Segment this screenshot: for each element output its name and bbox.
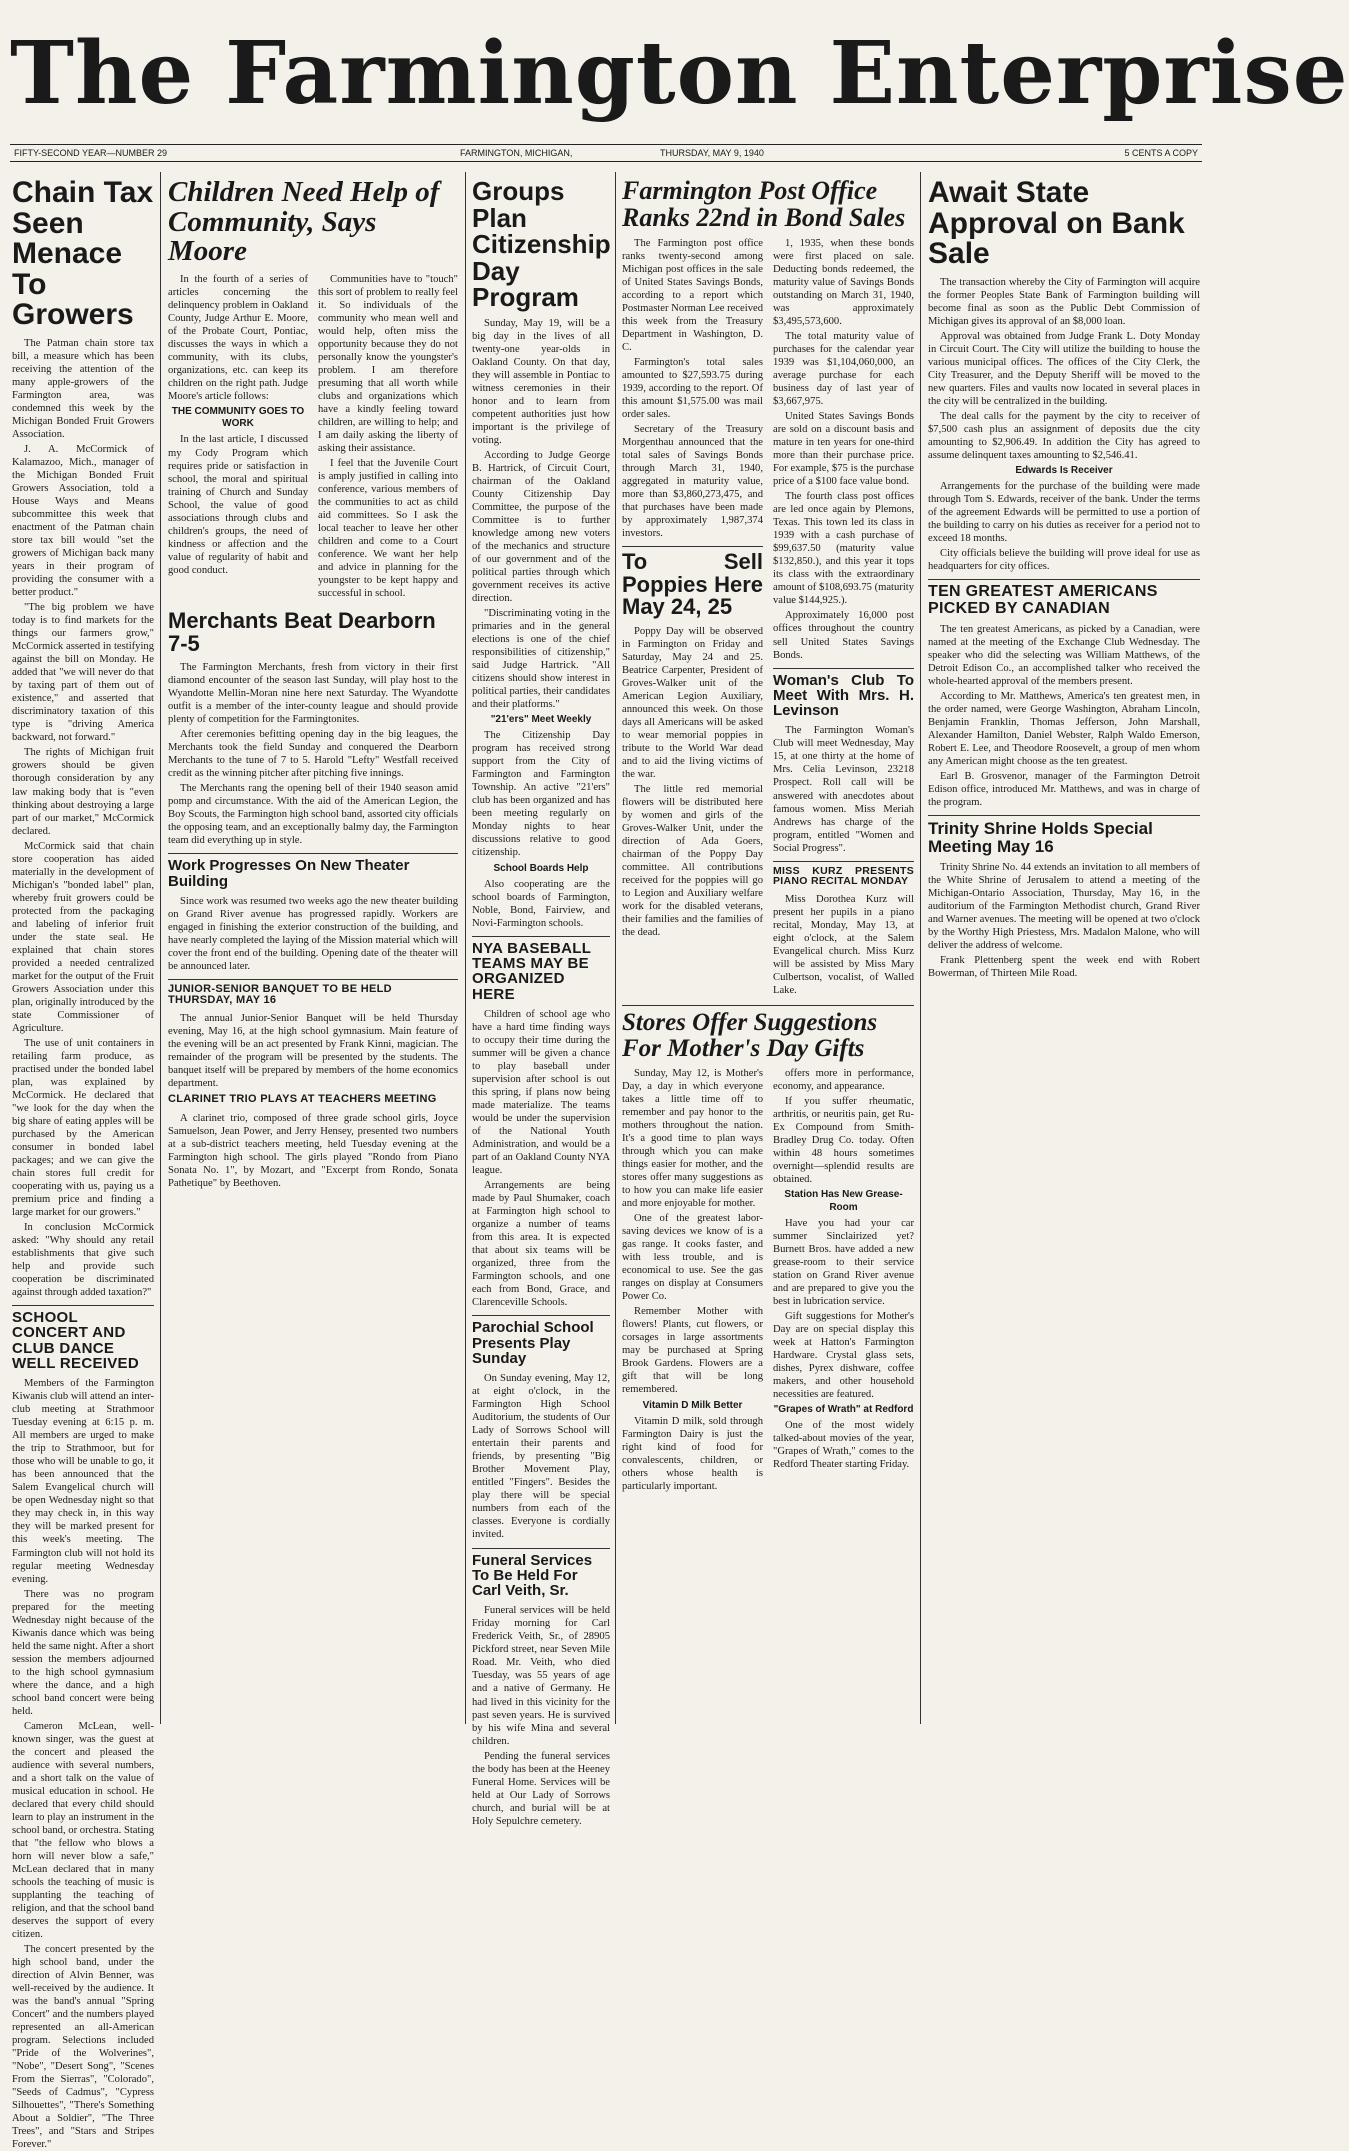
chain-tax-article — [12, 337, 154, 1299]
paragraph: In the last article, I discussed my Cody Program which requires pride or satisfaction in school, the moral and spiritual training of Church and Sunday School, the value of good associations through clubs and children's groups, the need of kindness or affection and the value of regularity of habit and good conduct. — [168, 434, 308, 576]
paragraph: I feel that the Juvenile Court is amply justified in calling into conference, various members of the communities to act as child aid committees. So I ask the local teacher to leave her other children and come to a Court conference. We want her help and advice in planning for the youngster to be kept happy and successful in school. — [318, 457, 458, 600]
piano-recital-headline: MISS KURZ PRESENTS PIANO RECITAL MONDAY — [773, 864, 914, 888]
paragraph: The deal calls for the payment by the city to receiver of $7,500 cash plus an assignment of deposits due the city amounting to $2,906.49. In addition the City has agreed to assume delinquent taxes amounting to $2,546.41. — [928, 410, 1200, 461]
paragraph: One of the most widely talked-about movies of the year, "Grapes of Wrath," comes to the Redford Theater starting Friday. — [773, 1420, 914, 1471]
ten-greatest-article — [928, 623, 1200, 809]
section-divider — [622, 1005, 914, 1006]
paragraph: If you suffer rheumatic, arthritis, or neuritis pain, get Ru-Ex Compound from Smith-Bradley Drug Co. today. Often within 48 hours sometimes overnight—splendid results are obtained. — [773, 1096, 914, 1186]
school-concert-article — [12, 1377, 154, 2151]
column-2-left — [168, 606, 458, 1192]
paragraph: Also cooperating are the school boards of Farmington, Noble, Bond, Fairview, and Novi-Farmington schools. — [472, 878, 610, 929]
banquet-article — [168, 1012, 458, 1090]
volume-number: FIFTY-SECOND YEAR—NUMBER 29 — [14, 148, 168, 158]
citizenship-article — [472, 317, 610, 930]
paragraph: One of the greatest labor-saving devices we know of is a gas range. It cooks faster, and with less trouble, and is economical to use. See the gas ranges on display at Consumers Power Co. — [622, 1213, 763, 1303]
paragraph: The use of unit containers in retailing farm produce, as practised under the bonded label plan, was explained by McCormick. He declared that "we look for the day when the big share of eating apples will be purchased by the American consumer in bonded label packages; and we can give the chain stores full credit for cooperating with us, paying us a premium price and finding a large market for our growers." — [12, 1037, 154, 1218]
theater-headline: Work Progresses On New Theater Building — [168, 857, 410, 890]
mothers-day-left — [622, 1067, 763, 1495]
subhead: School Boards Help — [493, 862, 589, 874]
paragraph: Arrangements for the purchase of the building were made through Tom S. Edwards, receiver of the bank. Under the terms of the agreement Edwards will be permitted to use a portion of the building to carry on his duties as receiver for a period not to exceed 18 months. — [928, 481, 1200, 545]
clarinet-headline: CLARINET TRIO PLAYS AT TEACHERS MEETING — [168, 1093, 437, 1106]
paragraph: The Farmington post office ranks twenty-second among Michigan post offices in the sale of United States Savings Bonds, according to a report which Postmaster Norman Lee received this week from the Treasury Department in Washington, D. C. — [622, 238, 763, 354]
paragraph: Arrangements are being made by Paul Shumaker, coach at Farmington high school to organize a number of teams from this area. It is expected that about six teams will be organized, three from the Farmington schools, and one each from Bond, Grace, and Clarenceville Schools. — [472, 1180, 610, 1309]
column-2-lower — [168, 606, 458, 1192]
paragraph: Poppy Day will be observed in Farmington on Friday and Saturday, May 24 and 25. Beatrice Carpenter, President of Groves-Walker unit of the American Legion Auxiliary, announced this week. On those days all Americans will be asked to wear memorial poppies in tribute to the World War dead and to aid the living victims of the war. — [622, 625, 763, 780]
paragraph: The Farmington Merchants, fresh from victory in their first diamond encounter of the season last Sunday, will play host to the Wyandotte Mellin-Moran nine here next Saturday. The Wyandotte outfit is a member of the inter-county league and should provide plenty of competition for the Farmingtonites. — [168, 662, 458, 726]
ten-greatest-headline: TEN GREATEST AMERICANS PICKED BY CANADIAN — [928, 583, 1158, 617]
paragraph: J. A. McCormick of Kalamazoo, Mich., manager of the Michigan Bonded Fruit Growers Association, told a House Ways and Means subcommittee this week that enactment of the Patman chain store tax bill would "set the growers of Michigan back many years in their program of providing the consumer with a better product." — [12, 444, 154, 599]
column-5 — [928, 174, 1200, 1724]
section-divider — [773, 861, 914, 862]
section-divider — [472, 936, 610, 937]
nya-headline: NYA BASEBALL TEAMS MAY BE ORGANIZED HERE — [472, 939, 591, 1003]
section-divider — [168, 853, 458, 854]
paragraph: McCormick said that chain store cooperation has aided materially in the development of Michigan's "bonded label" plan, whereby fruit growers could be protected from the packaging and labeling of inferior fruit under the state seal. He explained that chain stores provided a needed centralized market for the output of the Fruit Growers Association under this plan, originally introduced by the state Commissioner of Agriculture. — [12, 840, 154, 1034]
merchants-article — [168, 661, 458, 847]
funeral-article — [472, 1604, 610, 1827]
paragraph: The Merchants rang the opening bell of their 1940 season amid pomp and circumstance. With the aid of the American Legion, the Boy Scouts, the Farmington high school band, assorted city officials the opposing team, and an exceptionally balmy day, the Farmington team did everything up in style. — [168, 783, 458, 847]
masthead: The Farmington Enterprise — [10, 23, 1349, 124]
womans-club-headline: Woman's Club To Meet With Mrs. H. Levinson — [773, 671, 914, 720]
paragraph: In conclusion McCormick asked: "Why should any retail establishments that give such help and provide such cooperation be discriminated against through added taxation?" — [12, 1222, 154, 1299]
paragraph: Trinity Shrine No. 44 extends an invitation to all members of the White Shrine of Jerusalem to attend a meeting of the Michigan-Ontario Association, Thursday, May 16, in the auditorium of the Farmington Methodist church, Grand River and Warner avenues. The meeting will be opened at two o'clock by the Worthy High Priestess, Mrs. Madalon Malone, who will deliver the address of welcome. — [928, 861, 1200, 951]
subhead: Edwards Is Receiver — [1015, 465, 1113, 476]
funeral-headline: Funeral Services To Be Held For Carl Veith, Sr. — [472, 1551, 593, 1600]
subhead: Station Has New Grease-Room — [784, 1189, 903, 1213]
dateline — [10, 144, 1202, 162]
paragraph: The fourth class post offices are led once again by Plemons, Texas. This town led its class in 1939 with a cash purchase of $99,637.50 (maturity value $132,850.), and this year it tops its class with the extraordinary amount of $108,693.75 (maturity value $144,925.). — [773, 491, 914, 607]
paragraph: According to Mr. Matthews, America's ten greatest men, in the order named, were George Washington, Abraham Lincoln, Benjamin Franklin, Thomas Jefferson, John Marshall, Alexander Hamilton, Daniel Webster, Ralph Waldo Emerson, Robert E. Lee, and Theodore Roosevelt, a group of men whom any American might choose as the ten greatest. — [928, 691, 1200, 768]
newspaper-page — [10, 4, 1349, 2151]
column-rule — [615, 172, 616, 1724]
paragraph: The Farmington Woman's Club will meet Wednesday, May 15, at one thirty at the home of Mrs. Celia Levinson, 23218 Prospect. Roll call will be answered with anecdotes about famous women. Miss Meriah Andrews has charge of the program, entitled "Women and Social Progress". — [773, 725, 914, 854]
paragraph: Since work was resumed two weeks ago the new theater building on Grand River avenue has progressed rapidly. Workers are engaged in finishing the exterior construction of the building, and have nearly completed the laying of the Mission material which will cover the front end of the building. Opening date of the theater will be announced later. — [168, 895, 458, 972]
paragraph: Miss Dorothea Kurz will present her pupils in a piano recital, Monday, May 13, at eight o'clock, at the Salem Evangelical church. Miss Kurz will be assisted by Miss Mary Culbertson, vocalist, of Walled Lake. — [773, 893, 914, 997]
paragraph: Sunday, May 12, is Mother's Day, a day in which everyone takes a little time off to remember and pay honor to the mothers throughout the nation. It's a good time to plan ways through which you can make things easier for mother, and the stores offer many suggestions as to how you can make life easier and more enjoyable for mother. — [622, 1068, 763, 1210]
paragraph: City officials believe the building will prove ideal for use as headquarters for city offices. — [928, 548, 1200, 573]
paragraph: Farmington's total sales amounted to $27,593.75 during 1939, according to the report. Of this amount $1,575.00 was mail order sales. — [622, 357, 763, 421]
bank-sale-article — [928, 276, 1200, 574]
trinity-shrine-article — [928, 861, 1200, 980]
paragraph: offers more in performance, economy, and appearance. — [773, 1068, 914, 1093]
post-office-left — [622, 237, 763, 999]
section-divider — [168, 979, 458, 980]
paragraph: The transaction whereby the City of Farmington will acquire the former Peoples State Bank of Farmington building will become final as soon as the Public Debt Commission of Michigan gives its approval of an $8,000 loan. — [928, 276, 1200, 327]
paragraph: A clarinet trio, composed of three grade school girls, Joyce Samuelson, Jean Power, and Jerry Hensey, presented two numbers at a sub-district teachers meeting, held Tuesday evening at the Farmington high school. The girls played "Rondo from Piano Sonata No. 1", by Mozart, and "Excerpt from Rondo, Sonata Pathetique" by Beethoven. — [168, 1112, 458, 1189]
column-2 — [168, 174, 458, 1724]
paragraph: The ten greatest Americans, as picked by a Canadian, were named at the meeting of the Exchange Club Wednesday. The speaker who did the selecting was William Matthews, of the Detroit Edison Co., an accomplished talker who received the whole-hearted approval of the members present. — [928, 624, 1200, 688]
subhead: "Grapes of Wrath" at Redford — [773, 1404, 914, 1416]
nya-article — [472, 1008, 610, 1309]
section-divider — [928, 579, 1200, 580]
paragraph: Approval was obtained from Judge Frank L. Doty Monday in Circuit Court. The City will utilize the building to house the various municipal offices. The offices of the City Clerk, the City Treasurer, and the Deputy Sheriff will be moved to the new quarters. Files and vaults now located in several places in the city will be centralized in the building. — [928, 330, 1200, 407]
column-3 — [472, 174, 611, 1827]
section-divider — [928, 815, 1200, 816]
paragraph: "Discriminating voting in the primaries and in the general elections is one of the chief responsibilities of citizenship," said Judge Hartrick. "All citizens should show interest in political parties, their candidates and their platforms." — [472, 607, 610, 711]
column-rule — [465, 172, 466, 1724]
issue-date: THURSDAY, MAY 9, 1940 — [660, 148, 764, 158]
paragraph: Vitamin D milk, sold through Farmington Dairy is just the right kind of food for convalescents, children, or others whose health is particularly important. — [622, 1415, 763, 1492]
post-office-article — [622, 237, 914, 999]
dateline-place: FARMINGTON, MICHIGAN, — [460, 148, 573, 158]
section-divider — [472, 1548, 610, 1549]
school-concert-headline: SCHOOL CONCERT AND CLUB DANCE WELL RECEIVED — [12, 1309, 139, 1372]
mothers-day-article — [622, 1067, 914, 1495]
paragraph: The annual Junior-Senior Banquet will be held Thursday evening, May 16, at the high school gymnasium. Main feature of the evening will be an act presented by Frank Kinni, magician. The remainder of the program will be presented by the students. The banquet itself will be prepared by members of the home economics department. — [168, 1013, 458, 1090]
section-divider — [472, 1315, 610, 1316]
mothers-day-right — [773, 1067, 914, 1495]
paragraph: Have you had your car summer Sinclairized yet? Burnett Bros. have added a new grease-room to their service station on Grand River avenue and are prepared to give you the best in lubrication service. — [773, 1217, 914, 1307]
citizenship-headline: Groups Plan Citizenship Day Program — [472, 176, 611, 313]
poppies-headline: To Sell Poppies Here May 24, 25 — [622, 549, 763, 620]
paragraph: Remember Mother with flowers! Plants, cut flowers, or corsages in large assortments may be purchased at Spring Brook Gardens. Flowers are a gift that will be long remembered. — [622, 1306, 763, 1396]
paragraph: The Citizenship Day program has received strong support from the City of Farmington and Farmington Township. An active "21'ers" club has been organized and has been meeting regularly on Monday nights to hear discussions relative to good citizenship. — [472, 730, 610, 859]
subhead: THE COMMUNITY GOES TO WORK — [171, 405, 305, 430]
column-4 — [622, 174, 914, 1724]
section-divider — [622, 546, 763, 547]
subhead: "21'ers" Meet Weekly — [490, 714, 592, 726]
post-office-headline: Farmington Post Office Ranks 22nd in Bond Sales — [622, 176, 906, 232]
section-divider — [12, 1305, 154, 1306]
paragraph: Frank Plettenberg spent the week end with Robert Bowerman, of Thirteen Mile Road. — [928, 955, 1200, 980]
paragraph: Communities have to "touch" this sort of problem to really feel it. So individuals of the community who mean well and would help, often miss the opportunity because they do not personally know the youngster's problem. I am therefore presuming that all worth while clubs and organizations which have a kindly feeling toward children, are willing to help; and I am daily asking the liberty of asking their assistance. — [318, 273, 458, 454]
paragraph: "The big problem we have today is to find markets for the things our farmers grow," McCormick asserted in testifying against the bill on Monday. He added that "we will never do that by taxing part of them out of existence," and asserted that discriminatory taxation of this type is "driving America backward, not forward." — [12, 602, 154, 744]
paragraph: 1, 1935, when these bonds were first placed on sale. Deducting bonds redeemed, the maturity value of Savings Bonds outstanding on March 31, 1940, was approximately $3,495,573,600. — [773, 238, 914, 328]
trinity-shrine-headline: Trinity Shrine Holds Special Meeting May 16 — [928, 819, 1153, 856]
paragraph: Earl B. Grosvenor, manager of the Farmington Detroit Edison office, introduced Mr. Matthews, and was in charge of the program. — [928, 771, 1200, 809]
parochial-article — [472, 1372, 610, 1541]
paragraph: There was no program prepared for the meeting Wednesday night because of the Kiwanis dance which was being held the same night. After a short session the members adjourned to the high school gymnasium where the dance, and a high school band concert were being held. — [12, 1588, 154, 1717]
subhead: Vitamin D Milk Better — [642, 1399, 743, 1411]
paragraph: After ceremonies befitting opening day in the big leagues, the Merchants took the field Sunday and conquered the Dearborn Merchants to the tune of 7 to 5. Harold "Lefty" Westfall received credit as the winning pitcher after pitching five innings. — [168, 729, 458, 780]
bank-sale-headline: Await State Approval on Bank Sale — [928, 176, 1185, 271]
paragraph: The rights of Michigan fruit growers should be given thorough consideration by any law making body that is "even thinking about destroying a large part of our market," McCormick declared. — [12, 747, 154, 837]
paragraph: According to Judge George B. Hartrick, of Circuit Court, chairman of the Oakland County Citizenship Day Committee, the purpose of the Committee is to further knowledge among new voters of the mechanics and structure of our government and of the political parties through which government receives its active direction. — [472, 449, 610, 604]
issue-price: 5 CENTS A COPY — [1124, 148, 1198, 158]
section-divider — [773, 668, 914, 669]
paragraph: Members of the Farmington Kiwanis club will attend an inter-club meeting at Strathmoor Tuesday evening at 6:15 p. m. All members are urged to make the trip to Strathmoor, but for those who will be unable to go, it has been announced that the Salem Evangelical church will be open Wednesday night so that they may check in, in this way they will be marked present for this week's meeting. The Farmington club will not hold its regular meeting Wednesday evening. — [12, 1378, 154, 1585]
column-1 — [12, 174, 154, 2151]
column-rule — [160, 172, 161, 1724]
paragraph: Pending the funeral services the body has been at the Heeney Funeral Home. Services will be held at Our Lady of Sorrows church, and burial will be at Holy Sepulchre cemetery. — [472, 1750, 610, 1827]
paragraph: Funeral services will be held Friday morning for Carl Frederick Veith, Sr., of 28905 Pickford street, near Seven Mile Road. Mr. Veith, who died Tuesday, was 55 years of age and a native of Germany. He had lived in this vicinity for the past seven years. He is survived by his wife Mina and several children. — [472, 1605, 610, 1747]
clarinet-article — [168, 1112, 458, 1190]
paragraph: Secretary of the Treasury Morgenthau announced that the total sales of Savings Bonds through March 31, 1940, aggregated in maturity value, more than $3,860,273,475, and that purchases have been made by approximately 1,987,374 investors. — [622, 424, 763, 540]
paragraph: On Sunday evening, May 12, at eight o'clock, in the Farmington High School Auditorium, the students of Our Lady of Sorrows School will entertain their parents and friends, by presenting "Big Brother Movement Play, entitled "Fingers". Besides the play there will be special numbers from each of the classes. Everyone is cordially invited. — [472, 1373, 610, 1541]
merchants-headline: Merchants Beat Dearborn 7-5 — [168, 608, 436, 656]
mothers-day-headline: Stores Offer Suggestions For Mother's Day Gifts — [622, 1009, 878, 1062]
theater-article — [168, 895, 458, 973]
parochial-headline: Parochial School Presents Play Sunday — [472, 1319, 594, 1367]
paragraph: Cameron McLean, well-known singer, was the guest at the concert and pleased the audience with several numbers, and a short talk on the value of musical education in school. He declared that every child should learn to play an instrument in the school band, or orchestra. Stating that "the fellow who blows a horn will never blow a safe," McLean declared that in many schools the teaching of music is supplanting the teaching of religion, and that the school band deserves the support of every citizen. — [12, 1720, 154, 1940]
paragraph: The total maturity value of purchases for the calendar year 1939 was $1,104,060,000, an average purchase for each business day of last year of $3,667,975. — [773, 331, 914, 408]
paragraph: Gift suggestions for Mother's Day are on special display this week at Hatton's Farmington Hardware. Crystal glass sets, dishes, Pyrex dishware, coffee makers, and other household necessities are featured. — [773, 1310, 914, 1401]
children-help-article — [168, 273, 458, 600]
paragraph: In the fourth of a series of articles concerning the delinquency problem in Oakland County, Judge Arthur E. Moore, of the Probate Court, Pontiac, discusses the ways in which a community, with its clubs, organizations, etc. can keep its children on the right path. Judge Moore's article follows: — [168, 273, 308, 402]
paragraph: Approximately 16,000 post offices throughout the country sell United States Savings Bonds. — [773, 610, 914, 661]
children-help-headline: Children Need Help of Community, Says Moore — [168, 176, 440, 268]
paragraph: The little red memorial flowers will be distributed here by women and girls of the Groves-Walker Unit, under the direction of Ada Goers, chairman of the Poppy Day committee. All contributions received for the poppies will go to Legion and Auxiliary welfare work for the disabled veterans, their families and the families of the dead. — [622, 783, 763, 939]
banquet-headline: JUNIOR-SENIOR BANQUET TO BE HELD THURSDAY, MAY 16 — [168, 982, 392, 1007]
paragraph: United States Savings Bonds are sold on a discount basis and mature in ten years for one-third more than their purchase price. For example, $75 is the purchase price of a $100 face value bond. — [773, 411, 914, 488]
paragraph: The Patman chain store tax bill, a measure which has been receiving the attention of the many apple-growers of the Farmington area, was condemned this week by the Michigan Bonded Fruit Growers Association. — [12, 337, 154, 441]
column-rule — [920, 172, 921, 1724]
chain-tax-headline: Chain Tax Seen Menace To Growers — [12, 176, 154, 332]
post-office-right — [773, 237, 914, 999]
paragraph: The concert presented by the high school band, under the direction of Alvin Benner, was well-received by the audience. It was the band's annual "Spring Concert" and the numbers played represented an all-American program. Selections included "Pride of the Wolverines", "Nobe", "Desert Song", "Scenes From the Sierras", "Colorado", "Seeds of Cadmus", "Cypress Silhouettes", "There's Something About a Soldier", "The Three Trees", and "Stars and Stripes Forever." — [12, 1943, 154, 2151]
paragraph: Sunday, May 19, will be a big day in the lives of all twenty-one year-olds in Oakland County. On that day, they will assemble in Pontiac to witness ceremonies in their honor and to learn from competent authorities just how important is the privilege of voting. — [472, 317, 610, 446]
paragraph: Children of school age who have a hard time finding ways to occupy their time during the summer will be given a chance to play baseball under supervision after school is out this spring, if plans now being made materialize. The teams would be under the supervision of the National Youth Administration, and would be a part of an Oakland County NYA league. — [472, 1009, 610, 1177]
